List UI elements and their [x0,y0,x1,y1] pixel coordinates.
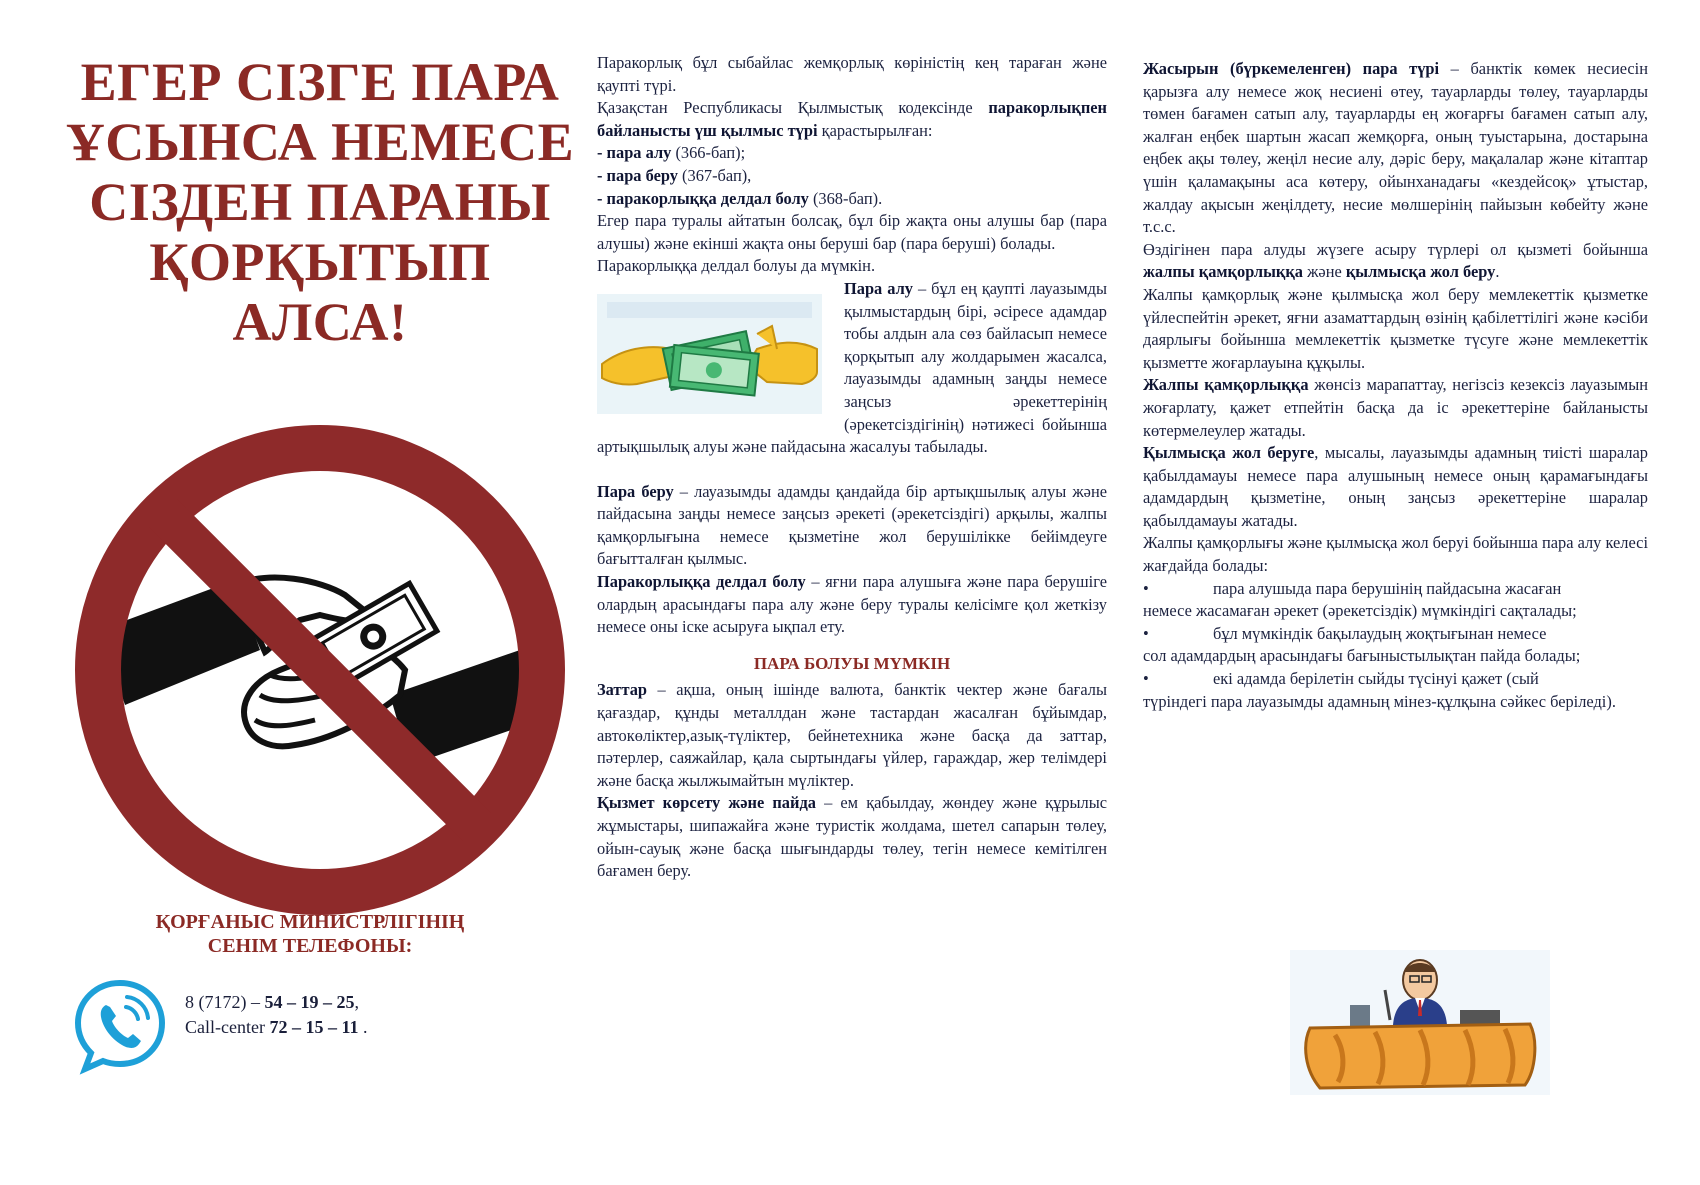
phone-chat-icon [70,975,170,1075]
section-title: ПАРА БОЛУЫ МҮМКІН [753,653,951,673]
headline-line: ҰСЫНСА НЕМЕСЕ [65,112,575,172]
text: – банктік көмек несиесін қарызға алу немесе жоқ несиені өтеу, тауарларды төлеу, тауарларды төмен бағамен сатып алу, тауарларды ең жоғарғы бағамен сатып алу, жалған еңбек шартын жасап жемқорға, оның туыстарына, достарына еңбек ақы төлеу, жеңіл несие алу, дәріс беру, мақалалар және кітаптар үшін қаламақыны аса көтеру, ойынханадағы «кездейсоқ» ұтыстар, жалдау ақысын жеңілдету, несие мөлшерінің пайызын көбейту және т.с.с. [1143,59,1649,237]
paragraph [1143,442,1648,532]
phone-prefix: 8 (7172) – [185,992,265,1012]
list-item [597,165,1107,188]
emphasis: жалпы қамқорлыққа [1143,262,1303,282]
bullet-marker: • [1143,623,1149,643]
paragraph: Жалпы қамқорлық және қылмысқа жол беру мемлекеттік қызметке үйлеспейтін әрекет, яғни азаматтардың өзінің қабілеттілігі және кәсіби даярлығы бойынша мемлекеттік қызметке түсуге және мемлекеттік қызметте жоғарлауына құқылы. [1143,284,1648,372]
call-center-number-link[interactable]: 72 – 15 – 11 [269,1017,359,1037]
text: (366-бап); [671,143,746,163]
bullet-marker: • [1143,669,1149,689]
paragraph [597,571,1107,639]
list-item [597,142,1107,165]
text: бұл мүмкіндік бақылаудың жоқтығынан немесе [1213,623,1547,643]
phone-line-1 [185,990,367,1015]
headline-line: ҚОРҚЫТЫП [149,232,491,292]
text: және [1303,262,1346,282]
spacer [597,459,1107,481]
text: пара алушыда пара берушінің пайдасына жасаған [1213,578,1562,598]
paragraph [1143,58,1648,239]
text: – лауазымды адамды қандайда бір артықшылық алуы және пайдасына заңды немесе заңсыз әрекеті (әрекетсіздігі) арқылы, жалпы қамқорлығына немесе қызметіне жол берушілікке бейімдеуге бағытталған қылмыс. [597,481,1108,569]
paragraph: Егер пара туралы айтатын болсақ, бұл бір жақта оны алушы бар (пара алушы) және екінші жақта оны беруші бар (пара беруші) болады. [597,211,1107,253]
phone-prefix: Call-center [185,1017,270,1037]
headline-line: СІЗДЕН ПАРАНЫ [89,172,551,232]
bullet-marker: • [1143,578,1149,598]
emphasis: Жасырын (бүркемеленген) пара түрі [1143,59,1440,78]
hotline-title-line: ҚОРҒАНЫС МИНИСТРЛІГІНІҢ [155,911,465,933]
text: – ақша, оның ішінде валюта, банктік чектер және бағалы қағаздар, құнды металлдан және тастардан жасалған бұйымдар, автокөліктер,азық-түліктер, бейнетехника және басқа да заттар, пәтерлер, саяжайлар, қала сыртындағы үйлер, гараждар, жер телімдері және басқа жылжымайтын мүліктер. [597,680,1107,790]
text: – бұл ең қаупті лауазымды қылмыстардың бірі, әсіресе адамдар тобы алдын ала сөз байласып немесе қорқытып алу жолдарымен жасалса, лауазымды адамның заңды немесе заңсыз әрекеттерінің (әрекетсіздігінің) нәтижесі бойынша артықшылық алуы және пайдасына жасалуы табылады. [597,278,1107,457]
no-bribe-handshake-icon [70,420,570,920]
official-at-desk-illustration-icon [1290,950,1550,1095]
emphasis: Жалпы қамқорлыққа [1143,375,1309,395]
paragraph [1143,239,1648,284]
headline [60,52,580,352]
headline-line: АЛСА! [232,292,408,352]
text: қарастырылған: [817,120,933,140]
text: , мысалы, лауазымды адамның тиісті шаралар қабылдамауы немесе пара алушының немесе оның қарамағындағы адамдардың қызметіне, оның заңсыз әрекеттеріне шаралар қабылдамауы жатады. [1143,443,1648,530]
text: (367-бап), [677,165,752,185]
bullet-continuation: сол адамдардың арасындағы бағыныстылықтан пайда болады; [1143,646,1581,666]
phone-numbers [185,990,367,1040]
text: . [1495,262,1500,282]
paragraph [597,679,1107,792]
text: екі адамда берілетін сыйды түсінуі қажет (сый [1213,669,1539,689]
emphasis: Қызмет көрсету және пайда [597,793,816,813]
bullet-item [1143,578,1648,601]
paragraph-with-image [597,278,1107,459]
emphasis: қылмысқа жол беру [1345,262,1496,282]
text: – ем қабылдау, жөндеу және құрылыс жұмыстары, шипажайға және туристік жолдама, шетел сапарын төлеу, ойын-сауық және басқа шығындарды төлеу, тегін немесе кемітілген бағамен беру. [597,793,1107,881]
punct: , [354,992,359,1012]
emphasis: Заттар [597,680,648,700]
text: Өздігінен пара алуды жүзеге асыру түрлері ол қызметі бойынша [1143,239,1648,259]
text: жөнсіз марапаттау, негізсіз кезексіз лауазымын жоғарлату, қажет етпейтін басқа да іс әрекеттеріне байланысты көтермелеулер жатады. [1143,375,1649,440]
bullet-continuation: түріндегі пара лауазымды адамның мінез-құлқына сәйкес беріледі). [1143,691,1616,711]
emphasis: Паракорлыққа делдал болу [597,572,806,592]
emphasis: - паракорлыққа делдал болу [597,188,809,208]
paragraph: Паракорлық бұл сыбайлас жемқорлық көріністің кең тараған және қаупті түрі. [597,53,1107,95]
hotline-title [100,910,520,958]
hotline-title-line: СЕНІМ ТЕЛЕФОНЫ: [207,935,413,957]
money-exchange-illustration-icon [597,294,822,414]
text: (368-бап). [808,188,883,208]
bullet-item [1143,668,1648,691]
bullet-item [1143,623,1648,646]
paragraph [1143,374,1648,442]
punct: . [358,1017,368,1037]
list-item [597,188,1107,211]
paragraph [597,792,1107,882]
paragraph [597,97,1107,142]
phone-line-2 [185,1015,367,1040]
emphasis: - пара беру [597,165,678,185]
middle-text-column [597,52,1107,883]
bullet-continuation: немесе жасамаған әрекет (әрекетсіздік) мүмкіндігі сақталады; [1143,601,1577,621]
emphasis: - пара алу [597,143,672,163]
emphasis: паракорлықпен байланысты үш қылмыс түрі [597,98,1107,140]
emphasis: Пара беру [597,481,674,501]
left-column [40,40,580,1140]
headline-line: ЕГЕР СІЗГЕ ПАРА [80,52,560,112]
right-text-column [1143,58,1648,713]
paragraph [597,481,1107,571]
paragraph: Паракорлыққа делдал болуы да мүмкін. [597,256,876,276]
paragraph: Жалпы қамқорлығы және қылмысқа жол беруі бойынша пара алу келесі жағдайда болады: [1143,533,1648,576]
phone-number-link[interactable]: 54 – 19 – 25 [264,992,355,1012]
emphasis: Қылмысқа жол беруге [1143,443,1315,463]
emphasis: Пара алу [844,278,913,298]
text: – яғни пара алушыға және пара берушіге олардың арасындағы пара алу және беру туралы келісімге қол жеткізу немесе оны іске асыруға ықпал ету. [597,572,1107,637]
text: Қазақстан Республикасы Қылмыстық кодексінде [597,98,989,118]
